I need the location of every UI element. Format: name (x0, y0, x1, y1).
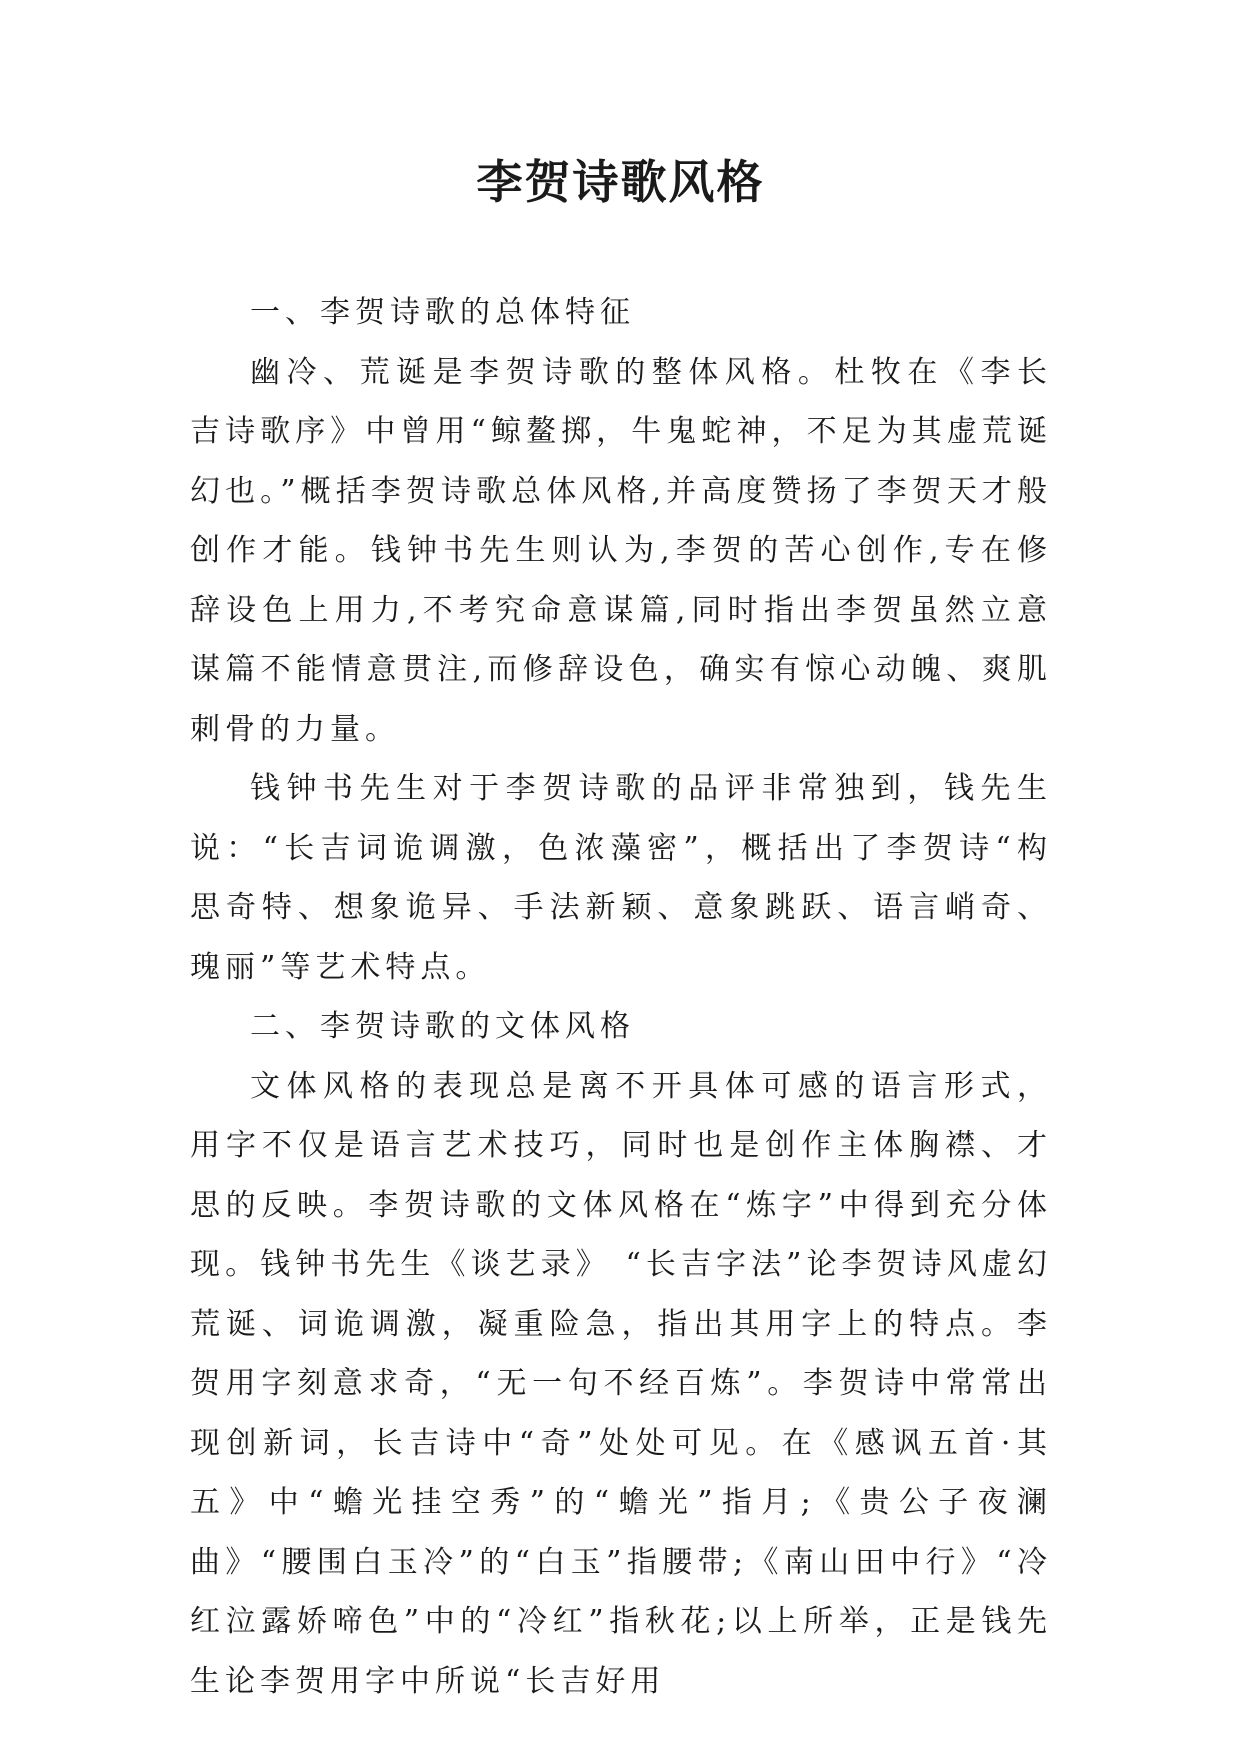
paragraph-3: 文体风格的表现总是离不开具体可感的语言形式，用字不仅是语言艺术技巧，同时也是创作主体胸襟、才思的反映。李贺诗歌的文体风格在“炼字”中得到充分体现。钱钟书先生《谈艺录》 “长吉字法”论李贺诗风虚幻荒诞、词诡调激，凝重险急，指出其用字上的特点。李贺用字刻意求奇，“无一句不经百炼”。李贺诗中常常出现创新词，长吉诗中“奇”处处可见。在《感讽五首·其五》中“蟾光挂空秀”的“蟾光”指月;《贵公子夜澜曲》“腰围白玉冷”的“白玉”指腰带;《南山田中行》“冷红泣露娇啼色”中的“冷红”指秋花;以上所举，正是钱先生论李贺用字中所说“长吉好用 (190, 1068, 1052, 1699)
paragraph-1: 幽冷、荒诞是李贺诗歌的整体风格。杜牧在《李长吉诗歌序》中曾用“鲸鳌掷，牛鬼蛇神，不足为其虚荒诞幻也。”概括李贺诗歌总体风格,并高度赞扬了李贺天才般创作才能。钱钟书先生则认为,李贺的苦心创作,专在修辞设色上用力,不考究命意谋篇,同时指出李贺虽然立意谋篇不能情意贯注,而修辞设色，确实有惊心动魄、爽肌刺骨的力量。 (190, 354, 1052, 747)
document-title: 李贺诗歌风格 (476, 155, 765, 209)
section-heading-2: 二、李贺诗歌的文体风格 (250, 1009, 635, 1044)
section-heading-1: 一、李贺诗歌的总体特征 (250, 295, 635, 330)
paragraph-2: 钱钟书先生对于李贺诗歌的品评非常独到，钱先生说：“长吉词诡调激，色浓藻密”，概括出了李贺诗“构思奇特、想象诡异、手法新颖、意象跳跃、语言峭奇、瑰丽”等艺术特点。 (190, 771, 1052, 985)
document-body (190, 283, 1052, 1711)
